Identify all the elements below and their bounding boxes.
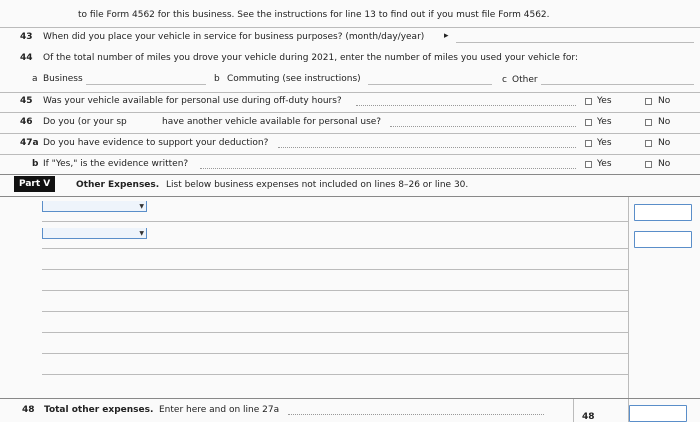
line-46-number: 46 <box>20 117 33 127</box>
amount-column-divider <box>628 197 629 422</box>
line-45-yes-checkbox[interactable] <box>585 98 592 105</box>
divider-47a <box>0 154 700 155</box>
line-48-divider <box>0 398 700 399</box>
line-47a-yes-checkbox[interactable] <box>585 140 592 147</box>
line-47b-text: If "Yes," is the evidence written? <box>43 159 189 169</box>
line-46-text-b: have another vehicle available for personal use? <box>162 117 382 127</box>
line-48-description: Enter here and on line 27a <box>159 405 280 415</box>
expense-row-line <box>42 332 628 333</box>
line-43-number: 43 <box>20 32 33 42</box>
line-46-text-a: Do you (or your sp <box>43 117 127 127</box>
business-miles-field[interactable] <box>86 84 206 85</box>
part-v-label: Part V <box>14 176 55 192</box>
line-46-no-label: No <box>658 117 671 127</box>
expense-row-line <box>42 221 628 222</box>
line-44-number: 44 <box>20 53 33 63</box>
line-47a-no-label: No <box>658 138 671 148</box>
expense-amount-field-1[interactable] <box>634 204 692 221</box>
line-47b-no-label: No <box>658 159 671 169</box>
line-47a-text: Do you have evidence to support your deduction? <box>43 138 269 148</box>
line-47b-yes-checkbox[interactable] <box>585 161 592 168</box>
line-46-yes-checkbox[interactable] <box>585 119 592 126</box>
other-miles-field[interactable] <box>541 84 694 85</box>
chevron-down-icon: ▼ <box>139 230 144 237</box>
line-48-box-label: 48 <box>582 412 595 422</box>
line-45-text: Was your vehicle available for personal use during off-duty hours? <box>43 96 342 106</box>
line-47b-yes-label: Yes <box>597 159 612 169</box>
line-46-yes-label: Yes <box>597 117 612 127</box>
expense-row-line <box>42 248 628 249</box>
line-48-number: 48 <box>22 405 35 415</box>
line-44a-text: Business <box>43 74 83 84</box>
leader-dots <box>390 126 576 127</box>
line-44b-text: Commuting (see instructions) <box>227 74 361 84</box>
leader-dots <box>356 105 576 106</box>
expense-row-line <box>42 311 628 312</box>
line-47a-no-checkbox[interactable] <box>645 140 652 147</box>
line-44-text: Of the total number of miles you drove your vehicle during 2021, enter the number of miles you used your vehicle for: <box>43 53 578 63</box>
divider-44 <box>0 92 700 93</box>
line-43-date-field[interactable] <box>456 42 694 43</box>
commuting-miles-field[interactable] <box>368 84 492 85</box>
line-45-no-label: No <box>658 96 671 106</box>
part-v-title: Other Expenses. <box>76 180 160 190</box>
expense-row-line <box>42 374 628 375</box>
expense-description-select-1[interactable] <box>42 201 147 212</box>
line-44a-letter: a <box>32 74 38 84</box>
line-45-no-checkbox[interactable] <box>645 98 652 105</box>
line-47b-letter: b <box>32 159 39 169</box>
top-note: to file Form 4562 for this business. See the instructions for line 13 to find out if you must file Form 4562. <box>78 10 550 20</box>
part-v-description: List below business expenses not included on lines 8–26 or line 30. <box>166 180 469 190</box>
expense-row-line <box>42 353 628 354</box>
expense-row-line <box>42 290 628 291</box>
leader-dots <box>278 147 576 148</box>
total-other-expenses-field[interactable] <box>629 405 687 422</box>
arrow-right-icon: ▸ <box>444 31 449 41</box>
line-47a-yes-label: Yes <box>597 138 612 148</box>
box-48-divider <box>573 399 574 422</box>
divider-47b <box>0 174 700 175</box>
divider-45 <box>0 112 700 113</box>
part-v-divider <box>0 196 700 197</box>
leader-dots <box>288 414 544 415</box>
line-45-yes-label: Yes <box>597 96 612 106</box>
line-46-no-checkbox[interactable] <box>645 119 652 126</box>
expense-description-select-2[interactable] <box>42 228 147 239</box>
line-45-number: 45 <box>20 96 33 106</box>
top-divider <box>0 27 700 28</box>
line-43-text: When did you place your vehicle in service for business purposes? (month/day/year) <box>43 32 425 42</box>
line-47a-number: 47a <box>20 138 39 148</box>
line-47b-no-checkbox[interactable] <box>645 161 652 168</box>
line-48-title: Total other expenses. <box>44 405 154 415</box>
line-44b-letter: b <box>214 74 220 84</box>
leader-dots <box>200 168 576 169</box>
line-44c-text: Other <box>512 75 538 85</box>
chevron-down-icon: ▼ <box>139 203 144 210</box>
expense-row-line <box>42 269 628 270</box>
expense-amount-field-2[interactable] <box>634 231 692 248</box>
divider-46 <box>0 133 700 134</box>
line-44c-letter: c <box>502 75 507 85</box>
